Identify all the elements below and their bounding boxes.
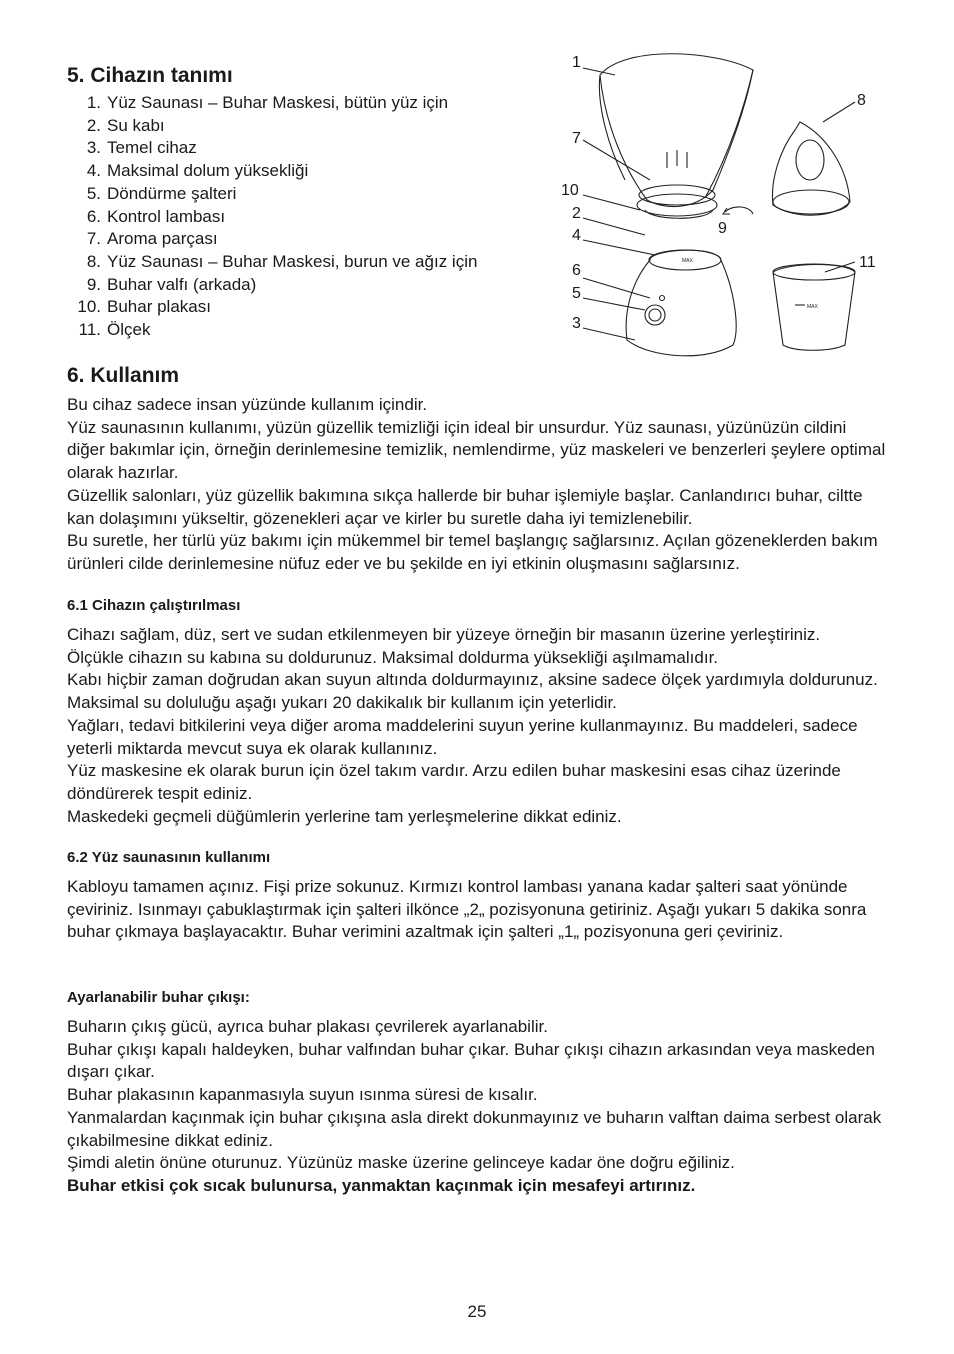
paragraph: Buhar plakasının kapanmasıyla suyun ısınma süresi de kısalır. <box>67 1085 538 1105</box>
list-item: 4. Maksimal dolum yüksekliği <box>86 161 309 181</box>
callout-9: 9 <box>718 220 727 237</box>
callout-3: 3 <box>572 315 581 332</box>
paragraph: Güzellik salonları, yüz güzellik bakımına sıkça hallerde bir buhar işlemiyle başlar. Canlandırıcı buhar, ciltte kan dolaşımını yükseltir, gözenekleri açar ve kirler bu suretle daha iyi temizlenebilir. <box>67 485 863 528</box>
list-item: 9. Buhar valfı (arkada) <box>86 274 257 294</box>
subsection-6-2-text <box>67 876 887 944</box>
callout-10: 10 <box>561 182 579 199</box>
paragraph: Buhar çıkışı kapalı haldeyken, buhar valfından buhar çıkar. Buhar çıkışı cihazın arkasından veya maskeden dışarı çıkar. <box>67 1039 875 1082</box>
valve-arrow <box>725 207 753 214</box>
paragraph: Kabloyu tamamen açınız. Fişi prize sokunuz. Kırmızı kontrol lambası yanana kadar şalteri saat yönünde çeviriniz. Isınmayı çabuklaştırmak için şalteri ilkönce „2„ pozisyonuna getiriniz. Aşağı yukarı 5 dakika sonra buhar çıkmaya başlayacaktır. Buhar verimini azaltmak için şalteri „1„ pozisyonuna geri çeviriniz. <box>67 877 867 942</box>
list-item: 8. Yüz Saunası – Buhar Maskesi, burun ve ağız için <box>86 251 478 271</box>
paragraph: Ölçükle cihazın su kabına su doldurunuz. Maksimal doldurma yüksekliği aşılmamalıdır. <box>67 647 719 667</box>
page-number: 25 <box>467 1302 487 1321</box>
cup-max-marking: MAX <box>807 304 818 310</box>
subsection-6-1-title: 6.1 Cihazın çalıştırılması <box>67 597 241 614</box>
callout-6: 6 <box>572 262 581 279</box>
list-item: 11. Ölçek <box>78 320 151 340</box>
list-item: 2. Su kabı <box>86 115 165 135</box>
base-unit <box>626 250 736 356</box>
paragraph: Kabı hiçbir zaman doğrudan akan suyun altında doldurmayınız, aksine sadece ölçek yardımıyla doldurunuz. Maksimal su doluluğu aşağı yukarı 20 dakikalık bir kullanım için yeterlidir. <box>67 670 878 713</box>
callout-5: 5 <box>572 285 581 302</box>
list-item: 6. Kontrol lambası <box>86 206 226 226</box>
paragraph: Yağları, tedavi bitkilerini veya diğer aroma maddelerini suyun yerine kullanmayınız. Bu maddeleri, sadece yeterli miktarda mevcut suya ek olarak kullanınız. <box>67 715 858 758</box>
warning-text: Buhar etkisi çok sıcak bulunursa, yanmaktan kaçınmak için mesafeyi artırınız. <box>67 1175 696 1195</box>
callout-11: 11 <box>859 254 876 271</box>
list-item: 7. Aroma parçası <box>86 229 218 249</box>
intro-text <box>67 394 887 576</box>
paragraph: Yüz maskesine ek olarak burun için özel takım vardır. Arzu edilen buhar maskesini esas cihaz üzerinde döndürerek tespit ediniz. <box>67 761 841 803</box>
subsection-6-1-text <box>67 624 887 828</box>
parts-list <box>67 92 477 342</box>
mask-outline <box>600 54 753 207</box>
nose-mask <box>772 122 850 215</box>
callout-7: 7 <box>572 130 581 147</box>
list-item: 1. Yüz Saunası – Buhar Maskesi, bütün yüz için <box>86 93 449 112</box>
callout-2: 2 <box>572 205 581 222</box>
list-item: 10. Buhar plakası <box>77 297 211 317</box>
aroma-part <box>639 185 715 205</box>
subsection-6-2-title: 6.2 Yüz saunasının kullanımı <box>67 849 271 866</box>
device-drawing <box>555 40 895 370</box>
paragraph: Yüz saunasının kullanımı, yüzün güzellik temizliği için ideal bir unsurdur. Yüz saunası, yüzünüzün cildini diğer bakımlar için, örneğin derinlemesine temizlik, nemlendirme, yüz maskeleri ve benzerleri şeylere optimal olarak hazırlar. <box>67 417 886 483</box>
section-5-title: 5. Cihazın tanımı <box>67 64 233 87</box>
adjustable-steam-text <box>67 1016 887 1198</box>
adjustable-steam-title: Ayarlanabilir buhar çıkışı: <box>67 989 250 1006</box>
paragraph: Maskedeki geçmeli düğümlerin yerlerine tam yerleşmelerine dikkat ediniz. <box>67 806 622 826</box>
paragraph: Yanmalardan kaçınmak için buhar çıkışına asla direkt dokunmayınız ve buharın valftan daima serbest olarak çıkabilmesine dikkat ediniz. <box>67 1107 882 1150</box>
max-marking: MAX <box>682 258 693 264</box>
paragraph: Bu cihaz sadece insan yüzünde kullanım içindir. <box>67 395 428 414</box>
list-item: 3. Temel cihaz <box>86 138 197 158</box>
section-6-title: 6. Kullanım <box>67 364 180 387</box>
callout-4: 4 <box>572 227 581 244</box>
paragraph: Cihazı sağlam, düz, sert ve sudan etkilenmeyen bir yüzeye örneğin bir masanın üzerine yerleştiriniz. <box>67 625 821 644</box>
device-illustration <box>555 40 895 370</box>
callout-1: 1 <box>572 54 581 71</box>
control-lamp <box>660 296 665 301</box>
paragraph: Bu suretle, her türlü yüz bakımı için mükemmel bir temel başlangıç sağlarsınız. Açılan gözeneklerden bakım ürünleri cilde derinlemesine nüfuz eder ve bu şekilde en iyi etkinin oluşmasını sağlarsınız. <box>67 531 878 573</box>
callout-8: 8 <box>857 92 866 109</box>
paragraph: Buharın çıkış gücü, ayrıca buhar plakası çevrilerek ayarlanabilir. <box>67 1017 548 1036</box>
paragraph: Şimdi aletin önüne oturunuz. Yüzünüz maske üzerine gelinceye kadar öne doğru eğiliniz. <box>67 1153 735 1173</box>
rotary-switch <box>645 305 665 325</box>
list-item: 5. Döndürme şalteri <box>86 183 237 203</box>
